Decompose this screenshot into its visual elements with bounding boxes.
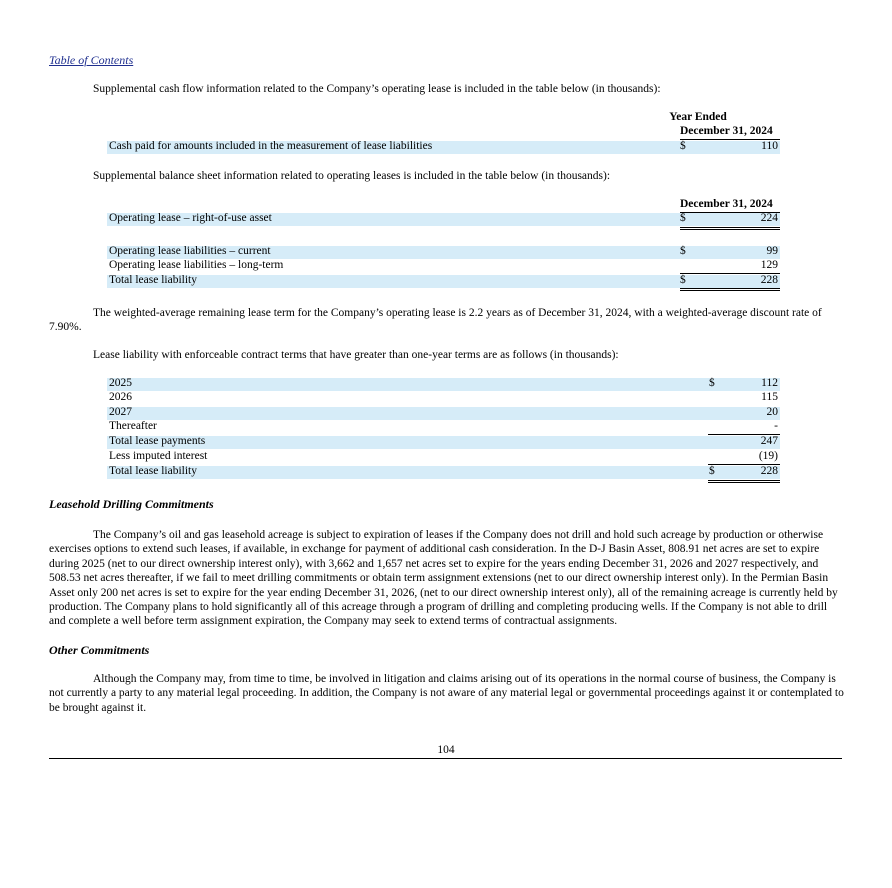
dollar-sign: $ [709,465,715,477]
page-number: 104 [437,744,455,756]
row-value: 115 [761,391,778,403]
cash-flow-intro: Supplemental cash flow information related to the Company’s operating lease is included in the table below (in thousands): [93,83,661,95]
row-value: 228 [760,465,778,477]
table-row [107,466,780,479]
row-label: 2026 [109,391,132,403]
dollar-sign: $ [680,245,686,257]
footer-rule [49,758,842,759]
table-row [107,421,780,434]
maturity-intro: Lease liability with enforceable contract terms that have greater than one-year terms are as follows (in thousands): [93,349,619,361]
row-label: Total lease liability [109,465,197,477]
table-row [107,378,780,391]
row-value: - [774,420,778,432]
cash-flow-col-head-2: December 31, 2024 [680,125,773,137]
table-row [107,407,780,420]
table-row [107,436,780,449]
other-commitments-paragraph: Although the Company may, from time to time, be involved in litigation and claims arising out of its operations in the normal course of business, the Company is not currently a party to any material legal proceeding. In addition, the Company is not aware of any material legal or governmental proceedings against it or contemplated to be brought against it. [49,673,844,714]
table-row [107,246,780,259]
double-underline [680,288,780,291]
row-label: Less imputed interest [109,450,208,462]
row-label: Thereafter [109,420,157,432]
row-label: Total lease payments [109,435,206,447]
balance-sheet-intro: Supplemental balance sheet information related to operating leases is included in the table below (in thousands): [93,170,611,182]
table-row [107,275,780,288]
row-value: 110 [761,140,778,152]
cash-flow-col-head-1: Year Ended [669,111,727,123]
row-label: Cash paid for amounts included in the measurement of lease liabilities [109,140,433,152]
leasehold-heading: Leasehold Drilling Commitments [49,497,214,511]
table-row [107,392,780,405]
row-value: 228 [760,274,778,286]
balance-sheet-col-head: December 31, 2024 [680,198,773,210]
row-label: Operating lease – right-of-use asset [109,212,272,224]
row-value: 20 [766,406,778,418]
row-label: 2025 [109,377,132,389]
dollar-sign: $ [680,212,686,224]
row-value: (19) [758,450,778,462]
double-underline [708,480,780,483]
leasehold-paragraph: The Company’s oil and gas leasehold acreage is subject to expiration of leases if the Company does not drill and hold such acreage by production or otherwise exercises options to extend such leases, if available, in exchange for payment of additional cash consideration. In the D-J Basin Asset, 808.91 net acres are set to expire during 2025 (net to our direct ownership interest only), with 3,662 and 1,657 net acres set to expire for the years ending December 31, 2026 and 2027 respectively, and 508.53 net acres thereafter, if we fail to meet drilling commitments or obtain term assignment extensions (net to our direct ownership interest only). In the Permian Basin Asset only 200 net acres is set to expire for the year ending December 31, 2026, (net to our direct ownership interest only), all of the remaining acreage is currently held by production. The Company plans to hold significantly all of this acreage through a program of drilling and completing producing wells. If the Company is not able to drill and complete a well before term assignment expiration, the Company may seek to extend terms of contractual assignments. [49,529,838,628]
table-row [107,213,780,226]
row-label: Operating lease liabilities – current [109,245,271,257]
row-value: 99 [766,245,778,257]
dollar-sign: $ [680,274,686,286]
row-value: 112 [761,377,778,389]
row-label: Total lease liability [109,274,197,286]
table-row [107,451,780,464]
row-label: 2027 [109,406,132,418]
row-label: Operating lease liabilities – long-term [109,259,284,271]
weighted-average-paragraph: The weighted-average remaining lease term for the Company’s operating lease is 2.2 years as of December 31, 2024, with a weighted-average discount rate of 7.90%. [49,307,822,334]
double-underline [680,227,780,230]
table-row [107,260,780,273]
row-value: 129 [760,259,778,271]
row-value: 224 [760,212,778,224]
dollar-sign: $ [680,140,686,152]
dollar-sign: $ [709,377,715,389]
table-row [107,141,780,154]
other-commitments-heading: Other Commitments [49,643,150,657]
row-value: 247 [760,435,778,447]
table-of-contents-link[interactable]: Table of Contents [49,53,134,67]
